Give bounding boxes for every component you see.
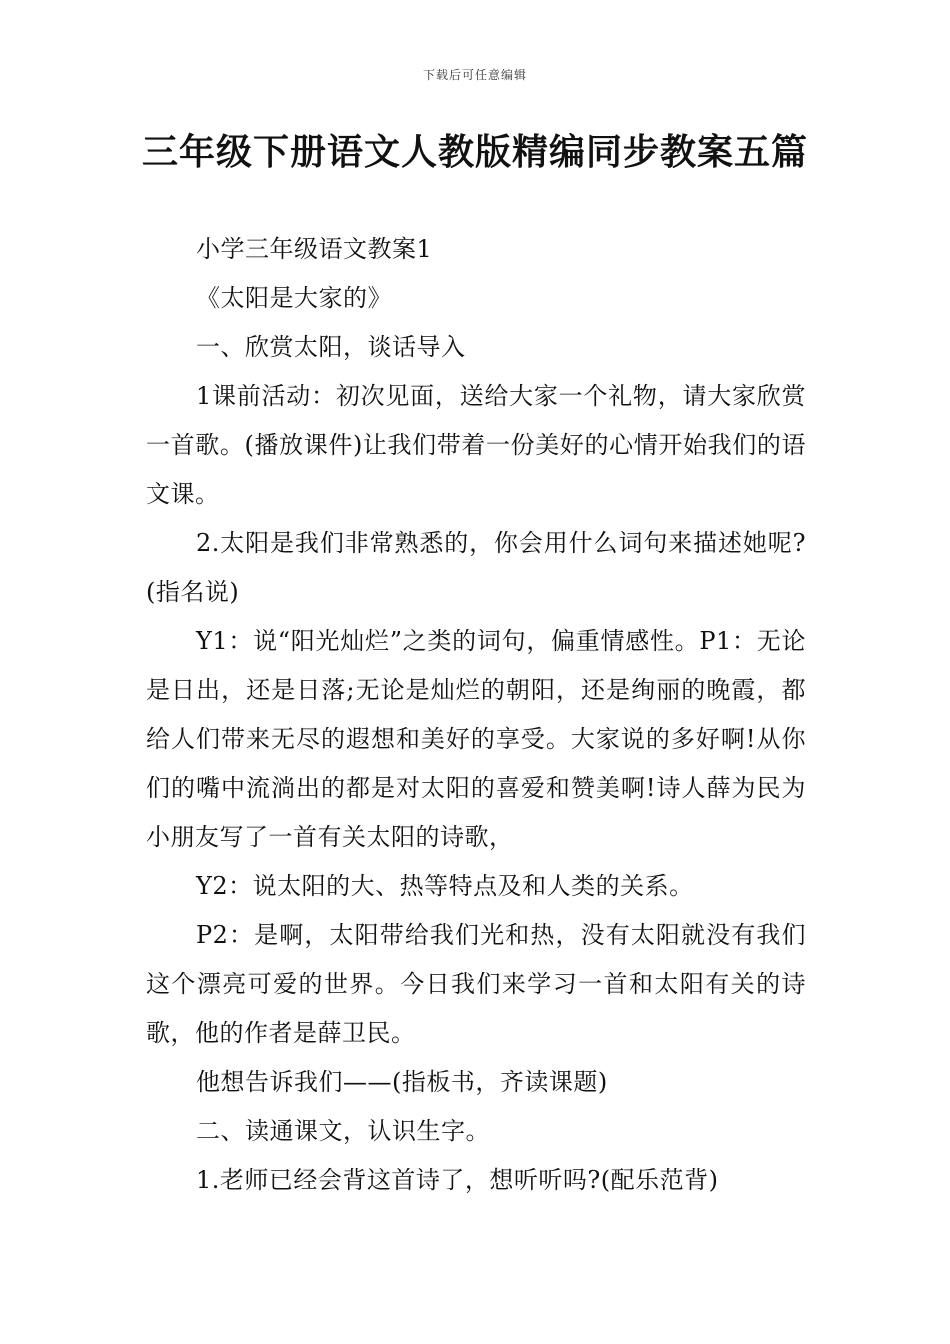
paragraph: P2：是啊，太阳带给我们光和热，没有太阳就没有我们这个漂亮可爱的世界。今日我们来学习一首和太阳有关的诗歌，他的作者是薛卫民。	[146, 921, 806, 1047]
paragraph: Y2：说太阳的大、热等特点及和人类的关系。	[196, 872, 694, 900]
header-note: 下载后可任意编辑	[422, 68, 527, 82]
document-body	[146, 225, 806, 1205]
paragraph: 1.老师已经会背这首诗了，想听听吗?(配乐范背)	[196, 1166, 719, 1194]
lesson-heading: 小学三年级语文教案1	[196, 235, 433, 263]
paragraph: Y1：说“阳光灿烂”之类的词句，偏重情感性。P1：无论是日出，还是日落;无论是灿烂的朝阳，还是绚丽的晚霞，都给人们带来无尽的遐想和美好的享受。大家说的多好啊!从你们的嘴中流淌出的都是对太阳的喜爱和赞美啊!诗人薛为民为小朋友写了一首有关太阳的诗歌，	[146, 627, 806, 851]
document-title: 三年级下册语文人教版精编同步教案五篇	[141, 132, 808, 173]
paragraph: 2.太阳是我们非常熟悉的，你会用什么词句来描述她呢?(指名说)	[146, 529, 806, 606]
lesson-title: 《太阳是大家的》	[196, 284, 392, 312]
paragraph: 他想告诉我们——(指板书，齐读课题)	[196, 1068, 608, 1096]
section-heading: 二、读通课文，认识生字。	[196, 1117, 490, 1145]
section-heading: 一、欣赏太阳，谈话导入	[196, 333, 466, 361]
paragraph: 1课前活动：初次见面，送给大家一个礼物，请大家欣赏一首歌。(播放课件)让我们带着一份美好的心情开始我们的语文课。	[146, 382, 806, 508]
